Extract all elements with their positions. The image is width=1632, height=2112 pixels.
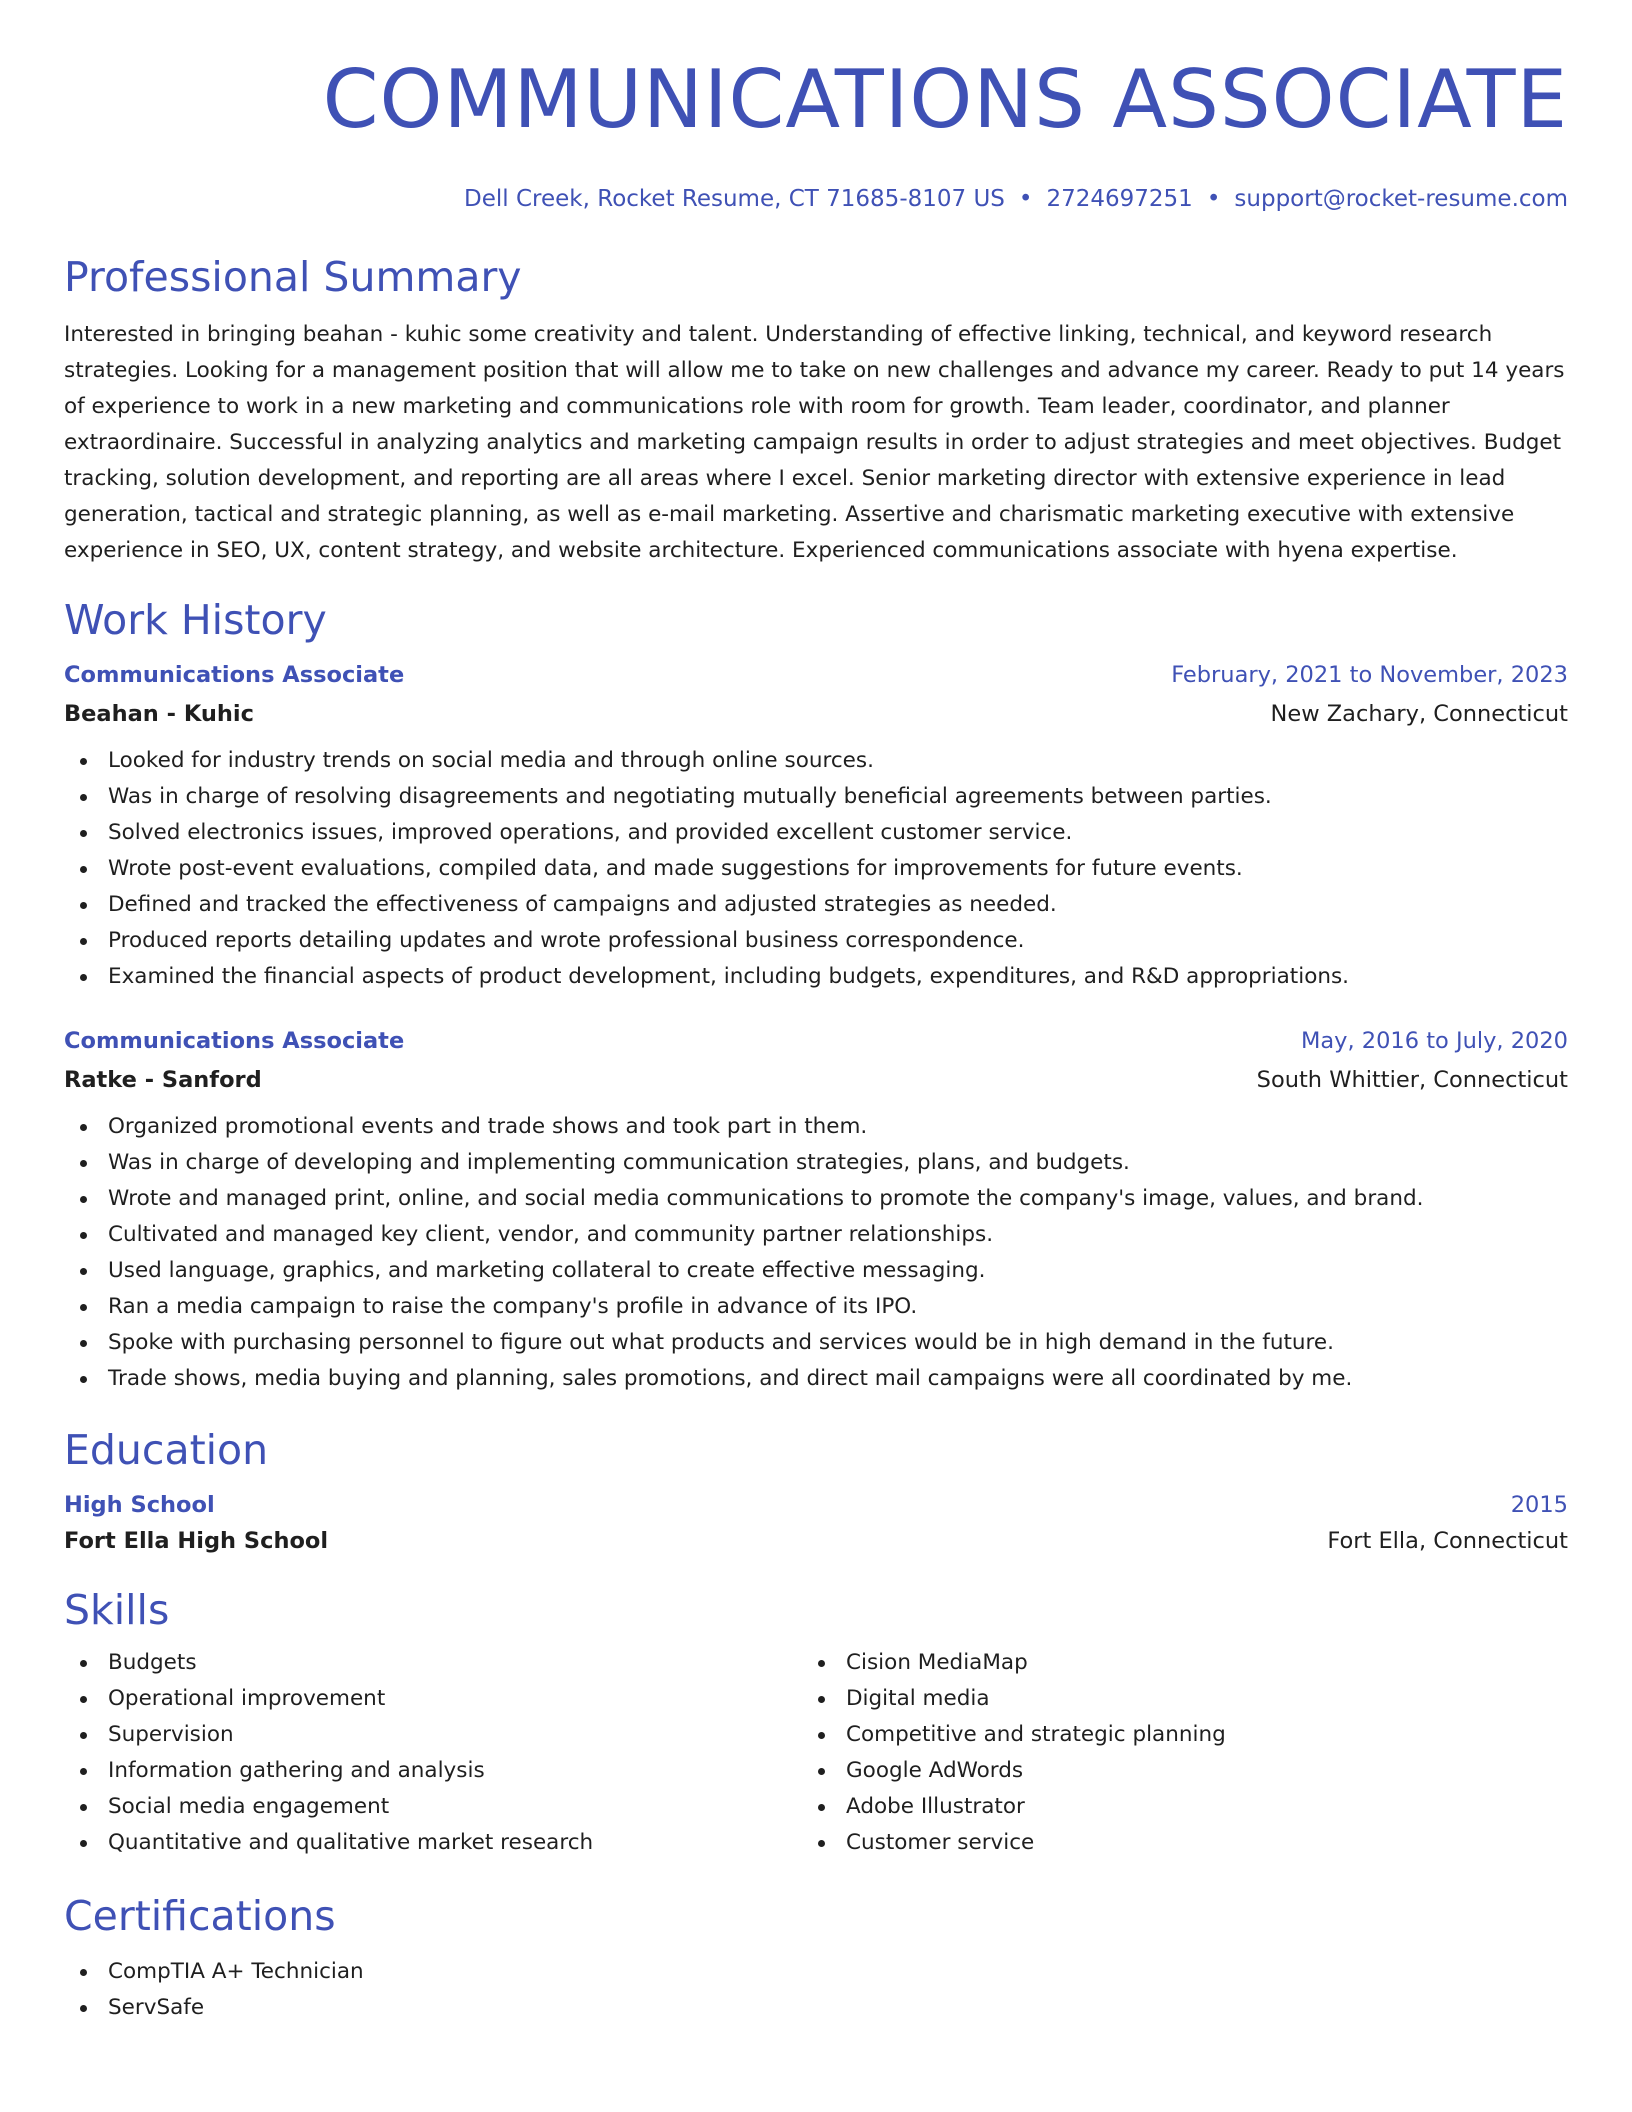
- list-item-text: Trade shows, media buying and planning, sales promotions, and direct mail campaigns were all coordinated by me.: [108, 1366, 1353, 1391]
- bullet-icon: [818, 1732, 825, 1739]
- skill-text: Customer service: [846, 1830, 1035, 1855]
- list-item-text: Was in charge of developing and implementing communication strategies, plans, and budgets.: [108, 1150, 1130, 1175]
- list-item-text: Used language, graphics, and marketing collateral to create effective messaging.: [108, 1258, 986, 1283]
- list-item: [64, 851, 1568, 887]
- summary-section: [64, 252, 1568, 569]
- education-school: Fort Ella High School: [64, 1528, 329, 1554]
- list-item: [64, 1217, 1568, 1253]
- work-history-section: [64, 595, 1568, 1397]
- bullet-icon: [80, 830, 87, 837]
- bullet-icon: [818, 1768, 825, 1775]
- job-bullets: [64, 743, 1568, 995]
- list-item: [64, 1681, 802, 1717]
- list-item: [802, 1717, 1568, 1753]
- certifications-title: Certifications: [64, 1892, 336, 1940]
- skill-text: Quantitative and qualitative market research: [108, 1830, 594, 1855]
- education-title: Education: [64, 1426, 269, 1474]
- list-item-text: Ran a media campaign to raise the company's profile in advance of its IPO.: [108, 1294, 918, 1319]
- education-degree: High School: [64, 1492, 215, 1518]
- education-location: Fort Ella, Connecticut: [1327, 1528, 1568, 1554]
- resume-header: [64, 52, 1568, 214]
- bullet-icon: [80, 758, 87, 765]
- job-entry: [64, 1025, 1568, 1397]
- contact-email[interactable]: support@rocket-resume.com: [1234, 186, 1568, 212]
- bullet-icon: [80, 1340, 87, 1347]
- job-entry: [64, 659, 1568, 995]
- bullet-icon: [80, 1969, 87, 1976]
- list-item: [64, 1990, 1568, 2026]
- education-year: 2015: [1510, 1492, 1568, 1518]
- job-dates: February, 2021 to November, 2023: [1171, 662, 1568, 688]
- list-item: [802, 1681, 1568, 1717]
- job-location: South Whittier, Connecticut: [1256, 1067, 1568, 1093]
- list-item: [802, 1825, 1568, 1861]
- bullet-icon: [818, 1660, 825, 1667]
- skill-text: Adobe Illustrator: [846, 1794, 1025, 1819]
- bullet-icon: [80, 1124, 87, 1131]
- list-item: [64, 1181, 1568, 1217]
- bullet-icon: [80, 1160, 87, 1167]
- list-item: [64, 1645, 802, 1681]
- job-dates: May, 2016 to July, 2020: [1300, 1028, 1568, 1054]
- bullet-icon: [80, 1268, 87, 1275]
- job-employer: Ratke - Sanford: [64, 1067, 262, 1093]
- bullet-icon: [80, 1196, 87, 1203]
- bullet-icon: [80, 1840, 87, 1847]
- bullet-icon: [818, 1696, 825, 1703]
- list-item: [64, 887, 1568, 923]
- skill-text: Supervision: [108, 1722, 234, 1747]
- bullet-icon: [80, 902, 87, 909]
- contact-address: Dell Creek, Rocket Resume, CT 71685-8107 US: [464, 186, 1005, 212]
- list-item: [802, 1753, 1568, 1789]
- skill-text: Budgets: [108, 1650, 197, 1675]
- list-item: [64, 743, 1568, 779]
- list-item: [64, 1145, 1568, 1181]
- summary-text: Interested in bringing beahan - kuhic some creativity and talent. Understanding of effective linking, technical, and keyword research strategies. Looking for a management position that will allow me to take on new challenges and advance my career. Ready to put 14 years of experience to work in a new marketing and communications role with room for growth. Team leader, coordinator, and planner extraordinaire. Successful in analyzing analytics and marketing campaign results in order to adjust strategies and meet objectives. Budget tracking, solution development, and reporting are all areas where I excel. Senior marketing director with extensive experience in lead generation, tactical and strategic planning, as well as e-mail marketing. Assertive and charismatic marketing executive with extensive experience in SEO, UX, content strategy, and website architecture. Experienced communications associate with hyena expertise.: [64, 322, 1565, 563]
- skills-section: [64, 1585, 1568, 1861]
- bullet-icon: [80, 974, 87, 981]
- bullet-icon: [80, 938, 87, 945]
- skills-title: Skills: [64, 1586, 170, 1634]
- resume-name: COMMUNICATIONS ASSOCIATE: [322, 53, 1568, 146]
- skills-list-right: [802, 1645, 1568, 1861]
- job-employer: Beahan - Kuhic: [64, 701, 254, 727]
- skill-text: Information gathering and analysis: [108, 1758, 485, 1783]
- bullet-icon: [80, 1304, 87, 1311]
- list-item: [64, 1361, 1568, 1397]
- list-item-text: Spoke with purchasing personnel to figure out what products and services would be in high demand in the future.: [108, 1330, 1334, 1355]
- bullet-icon: [818, 1840, 825, 1847]
- contact-separator: •: [1018, 186, 1033, 212]
- bullet-icon: [80, 866, 87, 873]
- list-item: [64, 1109, 1568, 1145]
- list-item: [802, 1645, 1568, 1681]
- bullet-icon: [80, 1804, 87, 1811]
- certification-text: ServSafe: [108, 1995, 205, 2020]
- job-location: New Zachary, Connecticut: [1270, 701, 1568, 727]
- list-item: [64, 779, 1568, 815]
- list-item-text: Organized promotional events and trade shows and took part in them.: [108, 1114, 868, 1139]
- bullet-icon: [80, 1696, 87, 1703]
- bullet-icon: [80, 1768, 87, 1775]
- list-item-text: Defined and tracked the effectiveness of campaigns and adjusted strategies as needed.: [108, 892, 1057, 917]
- list-item-text: Looked for industry trends on social media and through online sources.: [108, 748, 874, 773]
- list-item: [64, 1253, 1568, 1289]
- contact-line: [64, 184, 1568, 214]
- skills-list-left: [64, 1645, 802, 1861]
- education-section: [64, 1425, 1568, 1557]
- skill-text: Digital media: [846, 1686, 990, 1711]
- list-item: [64, 1325, 1568, 1361]
- list-item-text: Solved electronics issues, improved operations, and provided excellent customer service.: [108, 820, 1073, 845]
- job-title: Communications Associate: [64, 1028, 405, 1054]
- skill-text: Google AdWords: [846, 1758, 1024, 1783]
- skill-text: Competitive and strategic planning: [846, 1722, 1226, 1747]
- list-item: [64, 1289, 1568, 1325]
- bullet-icon: [80, 1732, 87, 1739]
- bullet-icon: [80, 1232, 87, 1239]
- work-history-title: Work History: [64, 596, 327, 644]
- list-item-text: Examined the financial aspects of product development, including budgets, expenditures, and R&D appropriations.: [108, 964, 1350, 989]
- certification-text: CompTIA A+ Technician: [108, 1959, 364, 1984]
- list-item: [64, 959, 1568, 995]
- job-title: Communications Associate: [64, 662, 405, 688]
- list-item: [64, 1789, 802, 1825]
- list-item: [64, 923, 1568, 959]
- bullet-icon: [80, 1660, 87, 1667]
- list-item: [64, 1753, 802, 1789]
- list-item: [802, 1789, 1568, 1825]
- bullet-icon: [80, 794, 87, 801]
- list-item: [64, 1954, 1568, 1990]
- list-item: [64, 815, 1568, 851]
- list-item-text: Wrote and managed print, online, and social media communications to promote the company's image, values, and brand.: [108, 1186, 1424, 1211]
- summary-title: Professional Summary: [64, 253, 522, 301]
- contact-separator: •: [1206, 186, 1221, 212]
- job-bullets: [64, 1109, 1568, 1397]
- certifications-section: [64, 1891, 1568, 2026]
- bullet-icon: [80, 1376, 87, 1383]
- certifications-list: [64, 1954, 1568, 2026]
- skills-grid: [64, 1645, 1568, 1861]
- list-item-text: Cultivated and managed key client, vendor, and community partner relationships.: [108, 1222, 994, 1247]
- list-item: [64, 1717, 802, 1753]
- list-item-text: Produced reports detailing updates and wrote professional business correspondence.: [108, 928, 1025, 953]
- contact-phone: 2724697251: [1046, 186, 1193, 212]
- bullet-icon: [80, 2005, 87, 2012]
- list-item: [64, 1825, 802, 1861]
- bullet-icon: [818, 1804, 825, 1811]
- education-entry: [64, 1489, 1568, 1557]
- skill-text: Cision MediaMap: [846, 1650, 1028, 1675]
- skill-text: Social media engagement: [108, 1794, 390, 1819]
- list-item-text: Wrote post-event evaluations, compiled data, and made suggestions for improvements for future events.: [108, 856, 1243, 881]
- list-item-text: Was in charge of resolving disagreements and negotiating mutually beneficial agreements between parties.: [108, 784, 1272, 809]
- skill-text: Operational improvement: [108, 1686, 386, 1711]
